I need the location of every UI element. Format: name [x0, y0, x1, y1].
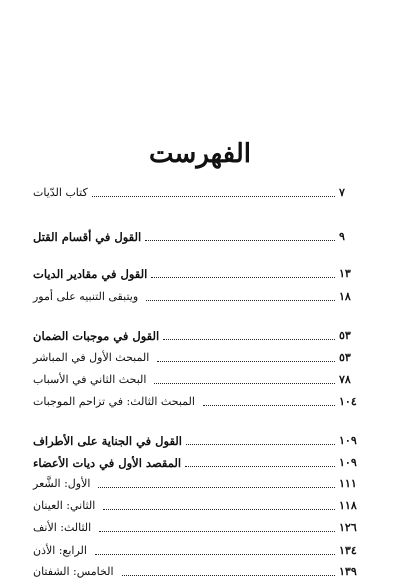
- dot-leader: [157, 361, 335, 362]
- toc-entry-label: المقصد الأول في ديات الأعضاء: [33, 456, 182, 470]
- toc-entry-page: ١٠٩: [339, 434, 357, 447]
- dot-leader: [151, 277, 335, 278]
- toc-entry[interactable]: [33, 185, 361, 201]
- toc-entry-page: ٥٣: [339, 351, 351, 364]
- toc-entry-label: المبحث الثالث: في تزاحم الموجبات: [33, 395, 195, 408]
- page-title: الفهرست: [149, 139, 251, 169]
- toc-entry-page: ١٠٩: [339, 456, 357, 469]
- dot-leader: [203, 405, 335, 406]
- toc-entry-label: الرابع: الأذن: [33, 544, 87, 557]
- toc-entry-label: ويتبقى التنبيه على أمور: [33, 290, 139, 303]
- toc-entry-label: القول في موجبات الضمان: [33, 329, 160, 343]
- dot-leader: [92, 196, 335, 197]
- dot-leader: [185, 466, 335, 467]
- toc-entry-page: ١٠٤: [339, 395, 357, 408]
- toc-entry-label: البحث الثاني في الأسباب: [33, 373, 147, 386]
- toc-entry-label: القول في مقادير الديات: [33, 267, 148, 281]
- toc-entry[interactable]: [33, 229, 361, 245]
- toc-entry-label: المبحث الأول في المباشر: [33, 351, 150, 364]
- toc-entry[interactable]: [33, 498, 361, 514]
- toc-entry-label: الثالث: الأنف: [33, 521, 92, 534]
- dot-leader: [95, 554, 335, 555]
- toc-entry[interactable]: [33, 266, 361, 282]
- toc-entry-label: الخامس: الشفتان: [33, 565, 114, 578]
- toc-entry-page: ٧٨: [339, 373, 351, 386]
- toc-entry-page: ٧: [339, 186, 345, 199]
- dot-leader: [98, 487, 335, 488]
- toc-entry[interactable]: [33, 350, 361, 366]
- toc-entry[interactable]: [33, 372, 361, 388]
- dot-leader: [145, 240, 335, 241]
- dot-leader: [122, 575, 335, 576]
- toc-entry-label: الأول: الشَّعر: [33, 477, 91, 490]
- toc-entry-label: الثاني: العينان: [33, 499, 96, 512]
- toc-entry-page: ١٣٩: [339, 565, 357, 578]
- toc-entry-label: كتاب الدّيات: [33, 186, 88, 199]
- toc-entry[interactable]: [33, 328, 361, 344]
- dot-leader: [146, 300, 335, 301]
- dot-leader: [186, 444, 335, 445]
- toc-entry-label: القول في الجناية على الأطراف: [33, 434, 182, 448]
- toc-entry[interactable]: [33, 520, 361, 536]
- toc-entry-page: ١٣: [339, 267, 351, 280]
- toc-entry[interactable]: [33, 289, 361, 305]
- toc-entry-page: ١٢٦: [339, 521, 357, 534]
- toc-entry-page: ١١٨: [339, 499, 357, 512]
- toc-entry[interactable]: [33, 543, 361, 559]
- dot-leader: [103, 509, 335, 510]
- toc-entry-page: ١٨: [339, 290, 351, 303]
- toc-entry-page: ٥٣: [339, 329, 351, 342]
- toc-entry[interactable]: [33, 455, 361, 471]
- toc-entry[interactable]: [33, 476, 361, 492]
- toc-entry[interactable]: [33, 394, 361, 410]
- toc-entry[interactable]: [33, 564, 361, 580]
- toc-entry[interactable]: [33, 433, 361, 449]
- toc-entry-label: القول في أقسام القتل: [33, 230, 142, 244]
- toc-entry-page: ٩: [339, 230, 345, 243]
- toc-entry-page: ١٣٤: [339, 544, 357, 557]
- toc-entry-page: ١١١: [339, 477, 357, 490]
- dot-leader: [154, 383, 335, 384]
- dot-leader: [99, 531, 335, 532]
- dot-leader: [163, 339, 335, 340]
